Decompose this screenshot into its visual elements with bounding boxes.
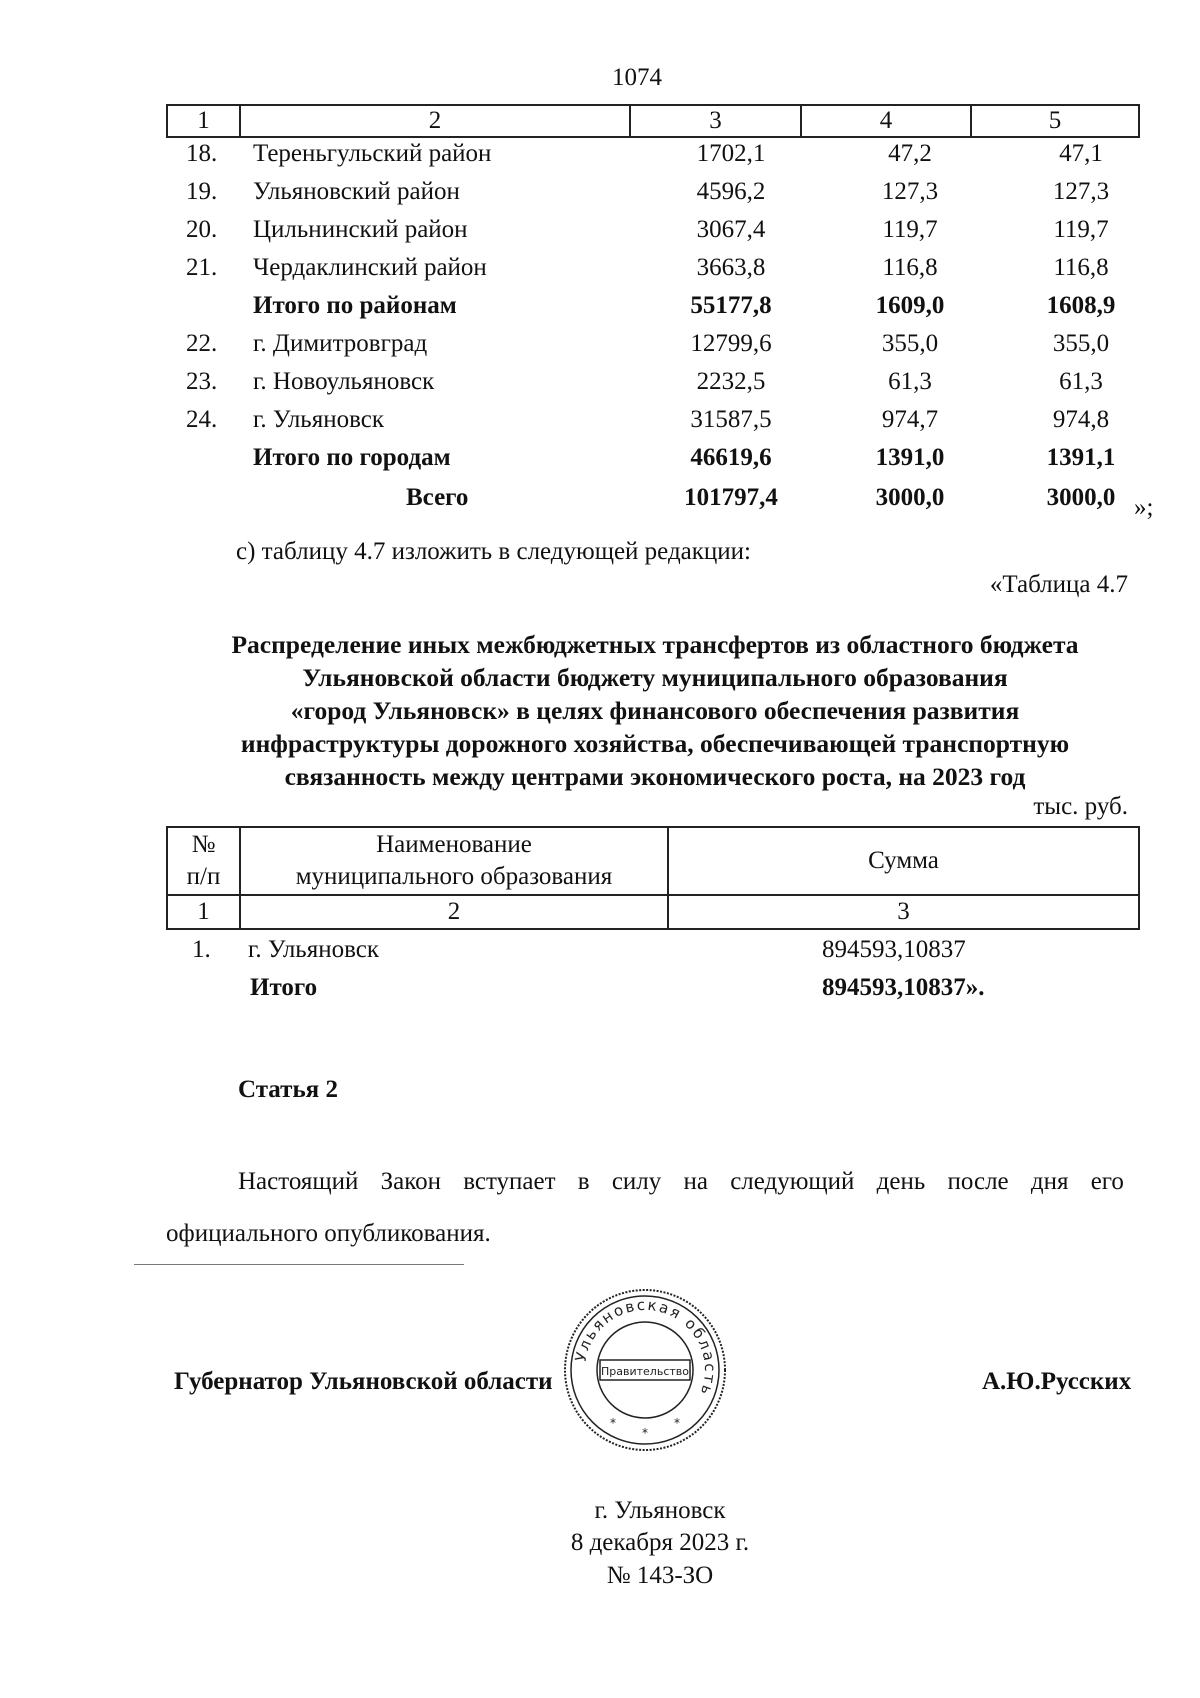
row-number: 24.: [186, 406, 218, 433]
table2-total-label: Итого: [250, 974, 318, 1001]
table1-row: [166, 254, 1156, 292]
row-col4: 47,2: [888, 140, 932, 167]
article-word: вступает: [463, 1168, 556, 1195]
article-word: день: [876, 1168, 926, 1195]
article-text-line1: [238, 1168, 1124, 1196]
header-no-line: №: [191, 831, 216, 858]
article-word: его: [1090, 1168, 1124, 1195]
row-number: 23.: [186, 368, 218, 395]
table1-header-cell: 5: [971, 105, 1139, 137]
row-name: Тереньгульский район: [253, 140, 492, 167]
table1-header-cell: 2: [240, 105, 630, 137]
instruction-text: с) таблицу 4.7 изложить в следующей редакции:: [236, 538, 751, 565]
row-number: 18.: [186, 140, 218, 167]
row-number: 20.: [186, 216, 218, 243]
title-line: инфраструктуры дорожного хозяйства, обеспечивающей транспортную: [240, 729, 1070, 758]
row-name: Итого по городам: [253, 444, 451, 471]
table1-row: [166, 406, 1156, 444]
article-word: Настоящий: [238, 1168, 359, 1195]
article-word: на: [683, 1168, 708, 1195]
row-col4: 61,3: [888, 368, 932, 395]
header-name-line: Наименование: [376, 831, 532, 858]
row-col3: 3663,8: [696, 254, 766, 281]
table-label: «Таблица 4.7: [989, 571, 1128, 598]
table1-row: [166, 292, 1156, 330]
article-word: Закон: [380, 1168, 441, 1195]
row-col3: 31587,5: [690, 406, 772, 433]
table2-index-cell: 2: [240, 895, 668, 929]
table1-row: [166, 444, 1156, 482]
table2-index-cell: 3: [668, 895, 1139, 929]
row-col3: 4596,2: [696, 178, 766, 205]
footer-number: № 143-ЗО: [606, 1562, 714, 1589]
table2-total-sum: 894593,10837».: [822, 974, 985, 1001]
article-heading: Статья 2: [238, 1076, 338, 1103]
total-c5: 3000,0: [1046, 484, 1116, 511]
table1-row: [166, 216, 1156, 254]
article-text-line2: официального опубликования.: [166, 1220, 491, 1247]
table2-header-name: [240, 827, 668, 895]
page-number: 1074: [612, 64, 662, 91]
row-number: 21.: [186, 254, 218, 281]
official-seal-stamp: [562, 1287, 728, 1453]
footer-date: 8 декабря 2023 г.: [570, 1529, 750, 1556]
row-col5: 974,8: [1052, 406, 1110, 433]
svg-text:*: *: [610, 1416, 616, 1430]
row-name: Итого по районам: [253, 292, 457, 319]
row-col5: 47,1: [1059, 140, 1103, 167]
row-col3: 12799,6: [690, 330, 772, 357]
table1-row: [166, 330, 1156, 368]
table2: [166, 826, 1140, 930]
row-col5: 119,7: [1053, 216, 1109, 243]
article-word: после: [947, 1168, 1009, 1195]
article-word: дня: [1030, 1168, 1069, 1195]
table2-header-no: [167, 827, 240, 895]
table1-header: [166, 104, 1140, 138]
row-name: Цильнинский район: [253, 216, 468, 243]
row-name: Чердаклинский район: [253, 254, 487, 281]
svg-text:*: *: [674, 1416, 680, 1430]
table1-total-row: [166, 484, 1156, 522]
table1-header-cell: 3: [630, 105, 801, 137]
article-word: в: [577, 1168, 590, 1195]
svg-text:*: *: [642, 1426, 648, 1440]
row-col5: 1608,9: [1046, 292, 1116, 319]
row-col5: 127,3: [1052, 178, 1110, 205]
row-name: г. Новоульяновск: [253, 368, 435, 395]
table2-row-sum: 894593,10837: [822, 936, 966, 963]
row-col4: 355,0: [881, 330, 939, 357]
row-col4: 116,8: [882, 254, 938, 281]
signature-name: А.Ю.Русских: [982, 1368, 1132, 1395]
article-word: следующий: [730, 1168, 855, 1195]
article-word: силу: [611, 1168, 662, 1195]
row-col5: 1391,1: [1046, 444, 1116, 471]
table1-row: [166, 178, 1156, 216]
table1-header-cell: 4: [801, 105, 971, 137]
row-col3: 46619,6: [690, 444, 772, 471]
title-line: Распределение иных межбюджетных трансфертов из областного бюджета: [231, 630, 1079, 659]
row-col3: 2232,5: [696, 368, 766, 395]
row-col3: 55177,8: [690, 292, 772, 319]
closing-quote: »;: [1134, 494, 1154, 521]
table2-title: [160, 628, 1150, 793]
table2-row-name: г. Ульяновск: [248, 936, 379, 963]
header-no-line: п/п: [186, 863, 221, 890]
row-col4: 974,7: [881, 406, 939, 433]
row-name: Ульяновский район: [253, 178, 460, 205]
table2-index-cell: 1: [167, 895, 240, 929]
row-col5: 61,3: [1059, 368, 1103, 395]
total-c4: 3000,0: [875, 484, 945, 511]
row-col4: 1609,0: [875, 292, 945, 319]
header-name-line: муниципального образования: [295, 863, 613, 890]
row-col3: 1702,1: [696, 140, 766, 167]
scan-artifact-line: [134, 1264, 464, 1265]
stamp-center-text: Правительство: [601, 1365, 689, 1378]
row-col5: 355,0: [1052, 330, 1110, 357]
row-col3: 3067,4: [696, 216, 766, 243]
row-name: г. Димитровград: [253, 330, 428, 357]
units-label: тыс. руб.: [1033, 793, 1128, 820]
footer-city: г. Ульяновск: [594, 1497, 726, 1524]
row-col4: 119,7: [882, 216, 938, 243]
title-line: «город Ульяновск» в целях финансового обеспечения развития: [290, 696, 1020, 725]
row-number: 22.: [186, 330, 218, 357]
table1-header-cell: 1: [167, 105, 240, 137]
total-c3: 101797,4: [684, 484, 778, 511]
title-line: Ульяновской области бюджету муниципального образования: [302, 663, 1008, 692]
row-col5: 116,8: [1053, 254, 1109, 281]
title-line: связанность между центрами экономического роста, на 2023 год: [284, 762, 1026, 791]
table2-header-sum: Сумма: [668, 827, 1139, 895]
row-col4: 1391,0: [875, 444, 945, 471]
row-name: г. Ульяновск: [253, 406, 384, 433]
svg-text:Ульяновская область: [572, 1296, 720, 1399]
table2-row-num: 1.: [192, 936, 211, 963]
signature-position: Губернатор Ульяновской области: [174, 1368, 553, 1395]
row-col4: 127,3: [881, 178, 939, 205]
total-label: Всего: [406, 484, 469, 511]
row-number: 19.: [186, 178, 218, 205]
table1-row: [166, 368, 1156, 406]
table1-row: [166, 140, 1156, 178]
stamp-ring-text: Ульяновская область: [571, 1295, 720, 1400]
